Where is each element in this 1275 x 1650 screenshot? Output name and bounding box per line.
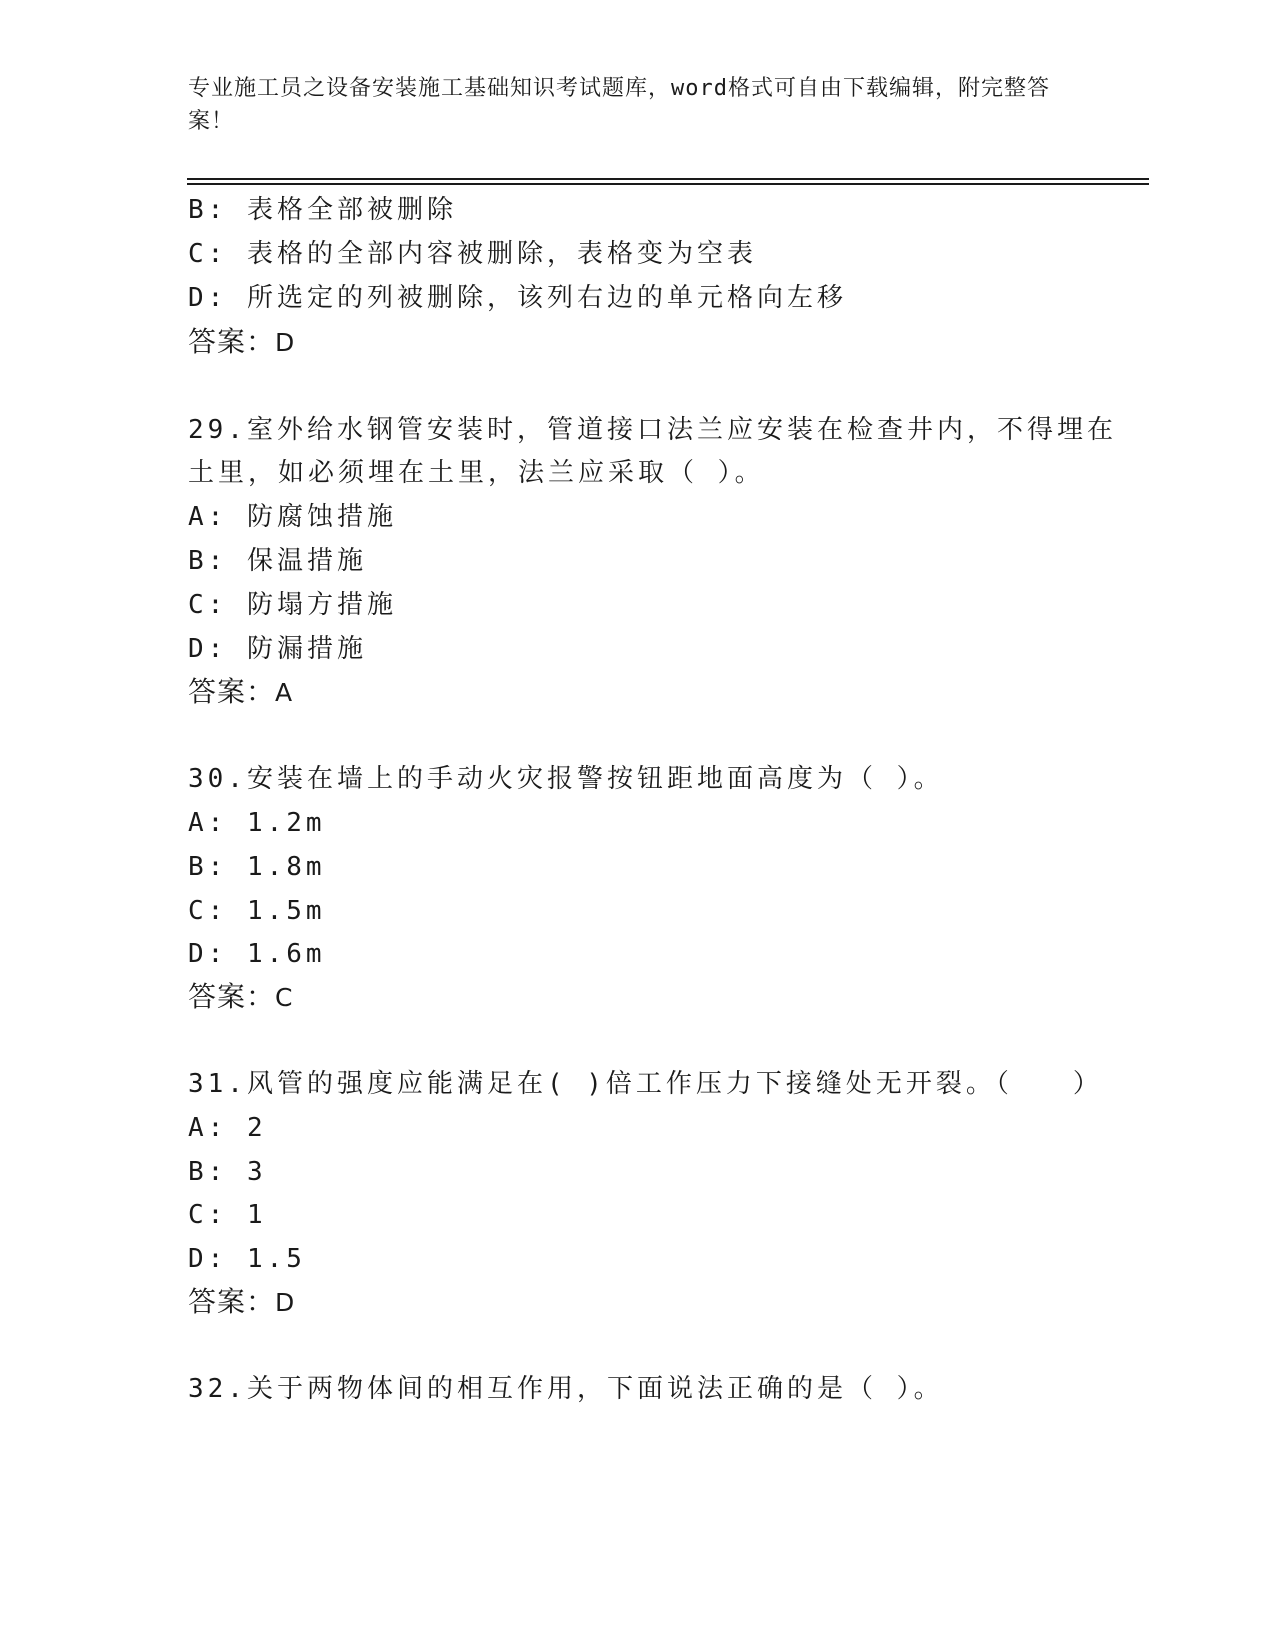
q29-option-c: C: 防塌方措施: [188, 590, 397, 620]
q32-stem: 32.关于两物体间的相互作用，下面说法正确的是（ ）。: [188, 1374, 944, 1404]
q29-stem-line2: 土里，如必须埋在土里，法兰应采取（ ）。: [188, 458, 765, 488]
header-divider-top: [187, 178, 1149, 180]
q30-option-b: B: 1.8m: [188, 852, 326, 882]
answer-value: A: [275, 678, 294, 707]
answer-label: 答案：: [188, 325, 276, 358]
q29-answer: [188, 675, 293, 710]
q28-option-d: D: 所选定的列被删除，该列右边的单元格向左移: [188, 283, 847, 313]
q30-stem: 30.安装在墙上的手动火灾报警按钮距地面高度为（ ）。: [188, 764, 944, 794]
answer-value: C: [275, 983, 294, 1012]
q28-option-c: C: 表格的全部内容被删除，表格变为空表: [188, 239, 757, 269]
header-title: 专业施工员之设备安装施工基础知识考试题库，word格式可自由下载编辑，附完整答案！: [188, 76, 1050, 134]
answer-value: D: [275, 1288, 296, 1317]
q29-option-d: D: 防漏措施: [188, 634, 367, 664]
answer-label: 答案：: [188, 675, 276, 708]
document-header: [188, 72, 1068, 138]
answer-label: 答案：: [188, 980, 276, 1013]
q30-answer: [188, 980, 293, 1015]
q30-option-a: A: 1.2m: [188, 808, 326, 838]
answer-value: D: [275, 328, 296, 357]
q29-stem-line1: 29.室外给水钢管安装时，管道接口法兰应安装在检查井内，不得埋在: [188, 415, 1117, 445]
q31-option-d: D: 1.5: [188, 1244, 306, 1274]
q28-answer: [188, 325, 295, 360]
header-divider-bottom: [187, 183, 1149, 185]
q31-option-c: C: 1: [188, 1200, 267, 1230]
q29-option-b: B: 保温措施: [188, 546, 367, 576]
answer-label: 答案：: [188, 1285, 276, 1318]
q29-option-a: A: 防腐蚀措施: [188, 502, 397, 532]
q31-stem: 31.风管的强度应能满足在( )倍工作压力下接缝处无开裂。（ ）: [188, 1069, 1103, 1099]
q31-option-b: B: 3: [188, 1157, 267, 1187]
q30-option-c: C: 1.5m: [188, 896, 326, 926]
q28-option-b: B: 表格全部被删除: [188, 195, 457, 225]
q31-answer: [188, 1285, 295, 1320]
q31-option-a: A: 2: [188, 1113, 267, 1143]
q30-option-d: D: 1.6m: [188, 939, 326, 969]
